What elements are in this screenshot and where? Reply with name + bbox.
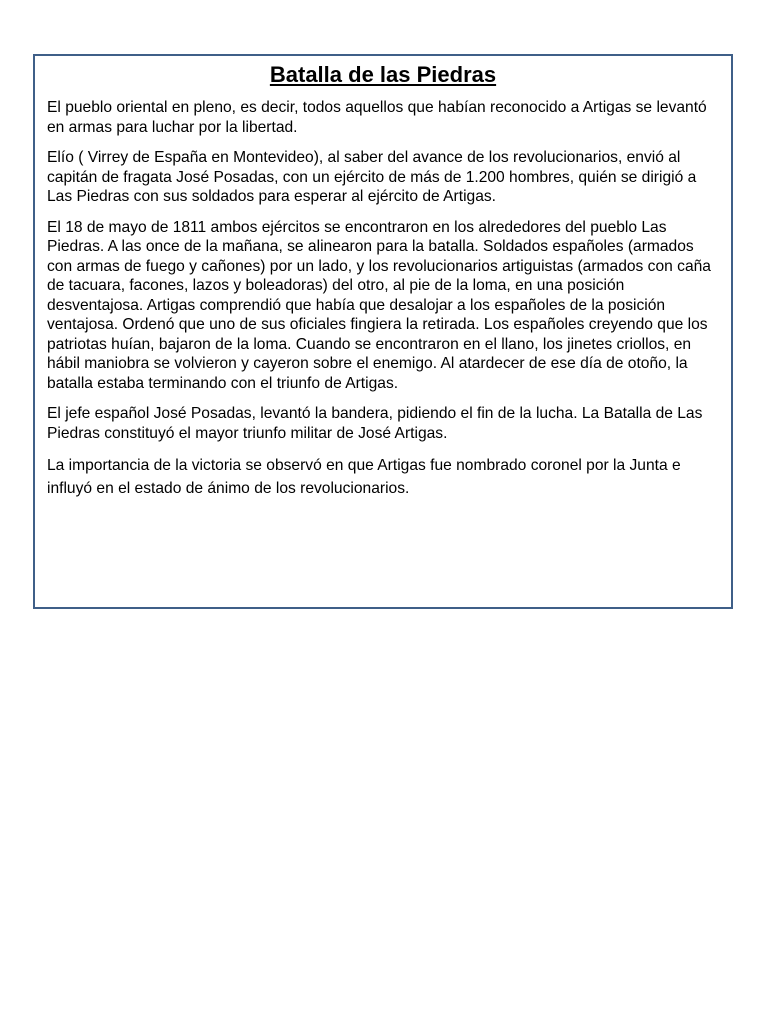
- text-box: [33, 54, 733, 609]
- document-title: Batalla de las Piedras: [269, 62, 497, 87]
- paragraph-battle: El 18 de mayo de 1811 ambos ejércitos se encontraron en los alrededores del pueblo Las Piedras. A las once de la mañana, se alinearon para la batalla. Soldados españoles (armados con armas de fuego y cañones) por un lado, y los revolucionarios artiguistas (armados con caña de tacuara, facones, lazos y boleadoras) del otro, al pie de la loma, en una posición desventajosa. Artigas comprendió que había que desalojar a los españoles de la posición ventajosa. Ordenó que uno de sus oficiales fingiera la retirada. Los españoles creyendo que los patriotas huían, bajaron de la loma. Cuando se encontraron en el llano, los jinetes criollos, en hábil maniobra se volvieron y cayeron sobre el enemigo. Al atardecer de ese día de otoño, la batalla estaba terminando con el triunfo de Artigas.: [47, 218, 711, 392]
- paragraph-importance: La importancia de la victoria se observó en que Artigas fue nombrado coronel por la Junta e influyó en el estado de ánimo de los revolucionarios.: [47, 457, 681, 497]
- paragraph-surrender: El jefe español José Posadas, levantó la bandera, pidiendo el fin de la lucha. La Batalla de Las Piedras constituyó el mayor triunfo militar de José Artigas.: [47, 405, 703, 442]
- paragraph-elio: Elío ( Virrey de España en Montevideo), al saber del avance de los revolucionarios, envió al capitán de fragata José Posadas, con un ejército de más de 1.200 hombres, quién se dirigió a Las Piedras con sus soldados para esperar al ejército de Artigas.: [47, 149, 697, 205]
- paragraph-intro: El pueblo oriental en pleno, es decir, todos aquellos que habían reconocido a Artigas se levantó en armas para luchar por la libertad.: [47, 99, 707, 136]
